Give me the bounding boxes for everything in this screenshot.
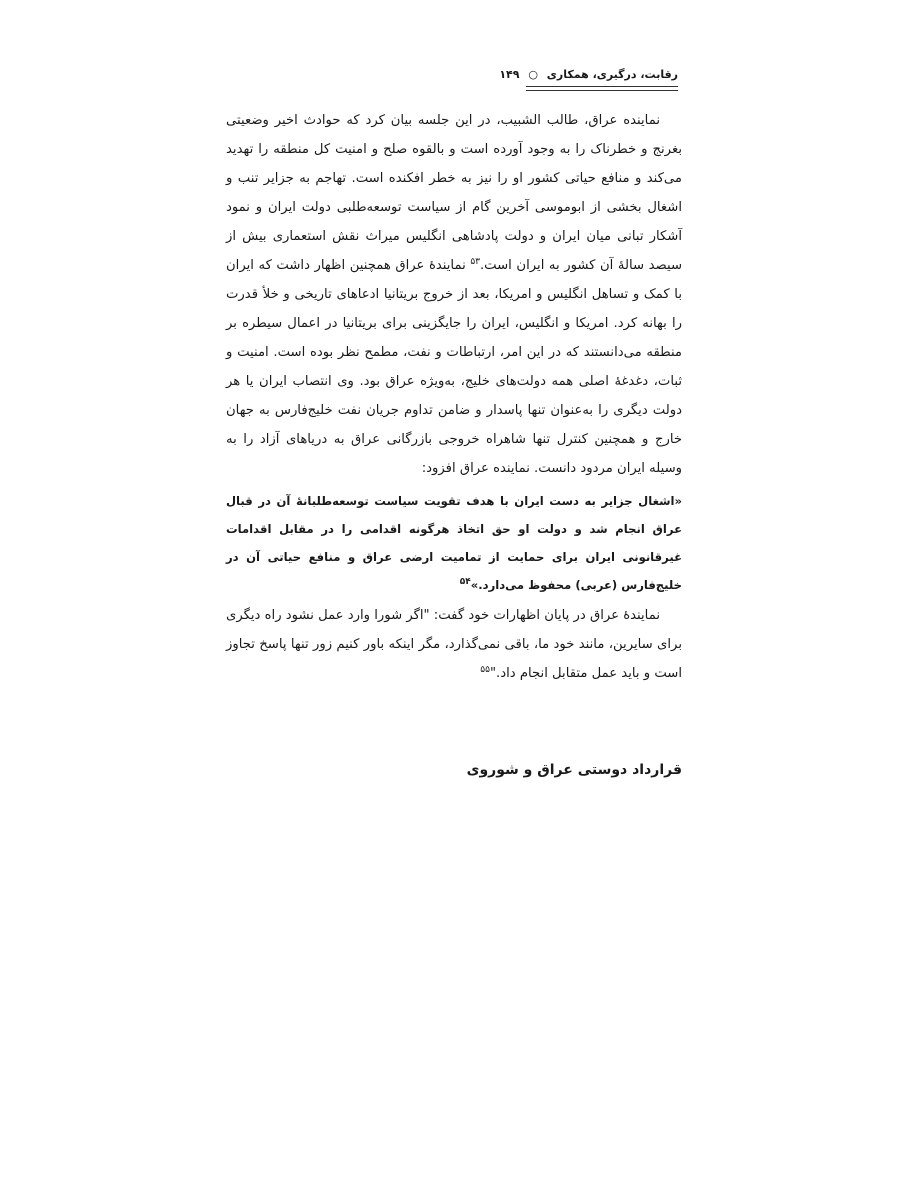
running-header bbox=[226, 68, 678, 81]
body-text bbox=[226, 106, 682, 688]
paragraph-2-text: نمایندهٔ عراق در پایان اظهارات خود گفت: "اگر شورا وارد عمل نشود راه دیگری برای سایرین، مانند خود ما، باقی نمی‌گذارد، مگر اینکه باور کنیم زور تنها پاسخ تجاوز است و باید عمل متقابل انجام داد." bbox=[226, 608, 682, 681]
footnote-ref-54: ۵۴ bbox=[459, 577, 471, 587]
quote-text: «اشغال جزایر به دست ایران با هدف تقویت سیاست توسعه‌طلبانهٔ آن در قبال عراق انجام شد و دولت او حق اتخاذ هرگونه اقدامی را در مقابل اقدامات غیرقانونی ایران برای حمایت از تمامیت ارضی عراق و منافع حیاتی آن در خلیج‌فارس (عربی) محفوظ می‌دارد.» bbox=[226, 494, 682, 592]
separator-circle-icon: ○ bbox=[528, 68, 538, 81]
footnote-ref-53: ۵۳ bbox=[470, 257, 480, 267]
page-number: ۱۴۹ bbox=[499, 68, 520, 81]
paragraph-2 bbox=[226, 601, 682, 688]
paragraph-1 bbox=[226, 106, 682, 483]
paragraph-1-part-b: نمایندهٔ عراق همچنین اظهار داشت که ایران با کمک و تساهل انگلیس و امریکا، بعد از خروج بریتانیا ادعاهای تاریخی و خلأ قدرت را بهانه کرد. امریکا و انگلیس، ایران را جایگزینی برای بریتانیا در اعمال سیطره بر منطقه می‌دانستند که در این امر، ارتباطات و نفت، مطمح نظر بوده است. امنیت و ثبات، دغدغهٔ اصلی همه دولت‌های خلیج، به‌ویژه عراق بود. وی انتصاب ایران یا هر دولت دیگری را به‌عنوان تنها پاسدار و ضامن تداوم جریان نفت خلیج‌فارس به جهان خارج و همچنین کنترل تنها شاهراه خروجی بازرگانی عراق به دریاهای آزاد را به وسیله ایران مردود دانست. نماینده عراق افزود: bbox=[226, 258, 682, 476]
chapter-title: رقابت، درگیری، همکاری bbox=[546, 68, 678, 81]
paragraph-1-part-a: نماینده عراق، طالب الشبیب، در این جلسه بیان کرد که حوادث اخیر وضعیتی بغرنج و خطرناک را به وجود آورده است و بالقوه صلح و امنیت کل منطقه را تهدید می‌کند و منافع حیاتی کشور او را نیز به خطر افکنده است. تهاجم به جزایر تنب و اشغال بخشی از ابوموسی آخرین گام از سیاست توسعه‌طلبی دولت ایران و نمود آشکار تبانی میان ایران و دولت پادشاهی انگلیس میراث نقش استعماری بیش از سیصد سالهٔ آن کشور به ایران است. bbox=[226, 113, 683, 273]
block-quote bbox=[226, 487, 682, 599]
header-rule bbox=[526, 86, 678, 91]
footnote-ref-55: ۵۵ bbox=[480, 665, 490, 675]
section-heading: قرارداد دوستی عراق و شوروی bbox=[466, 762, 682, 778]
